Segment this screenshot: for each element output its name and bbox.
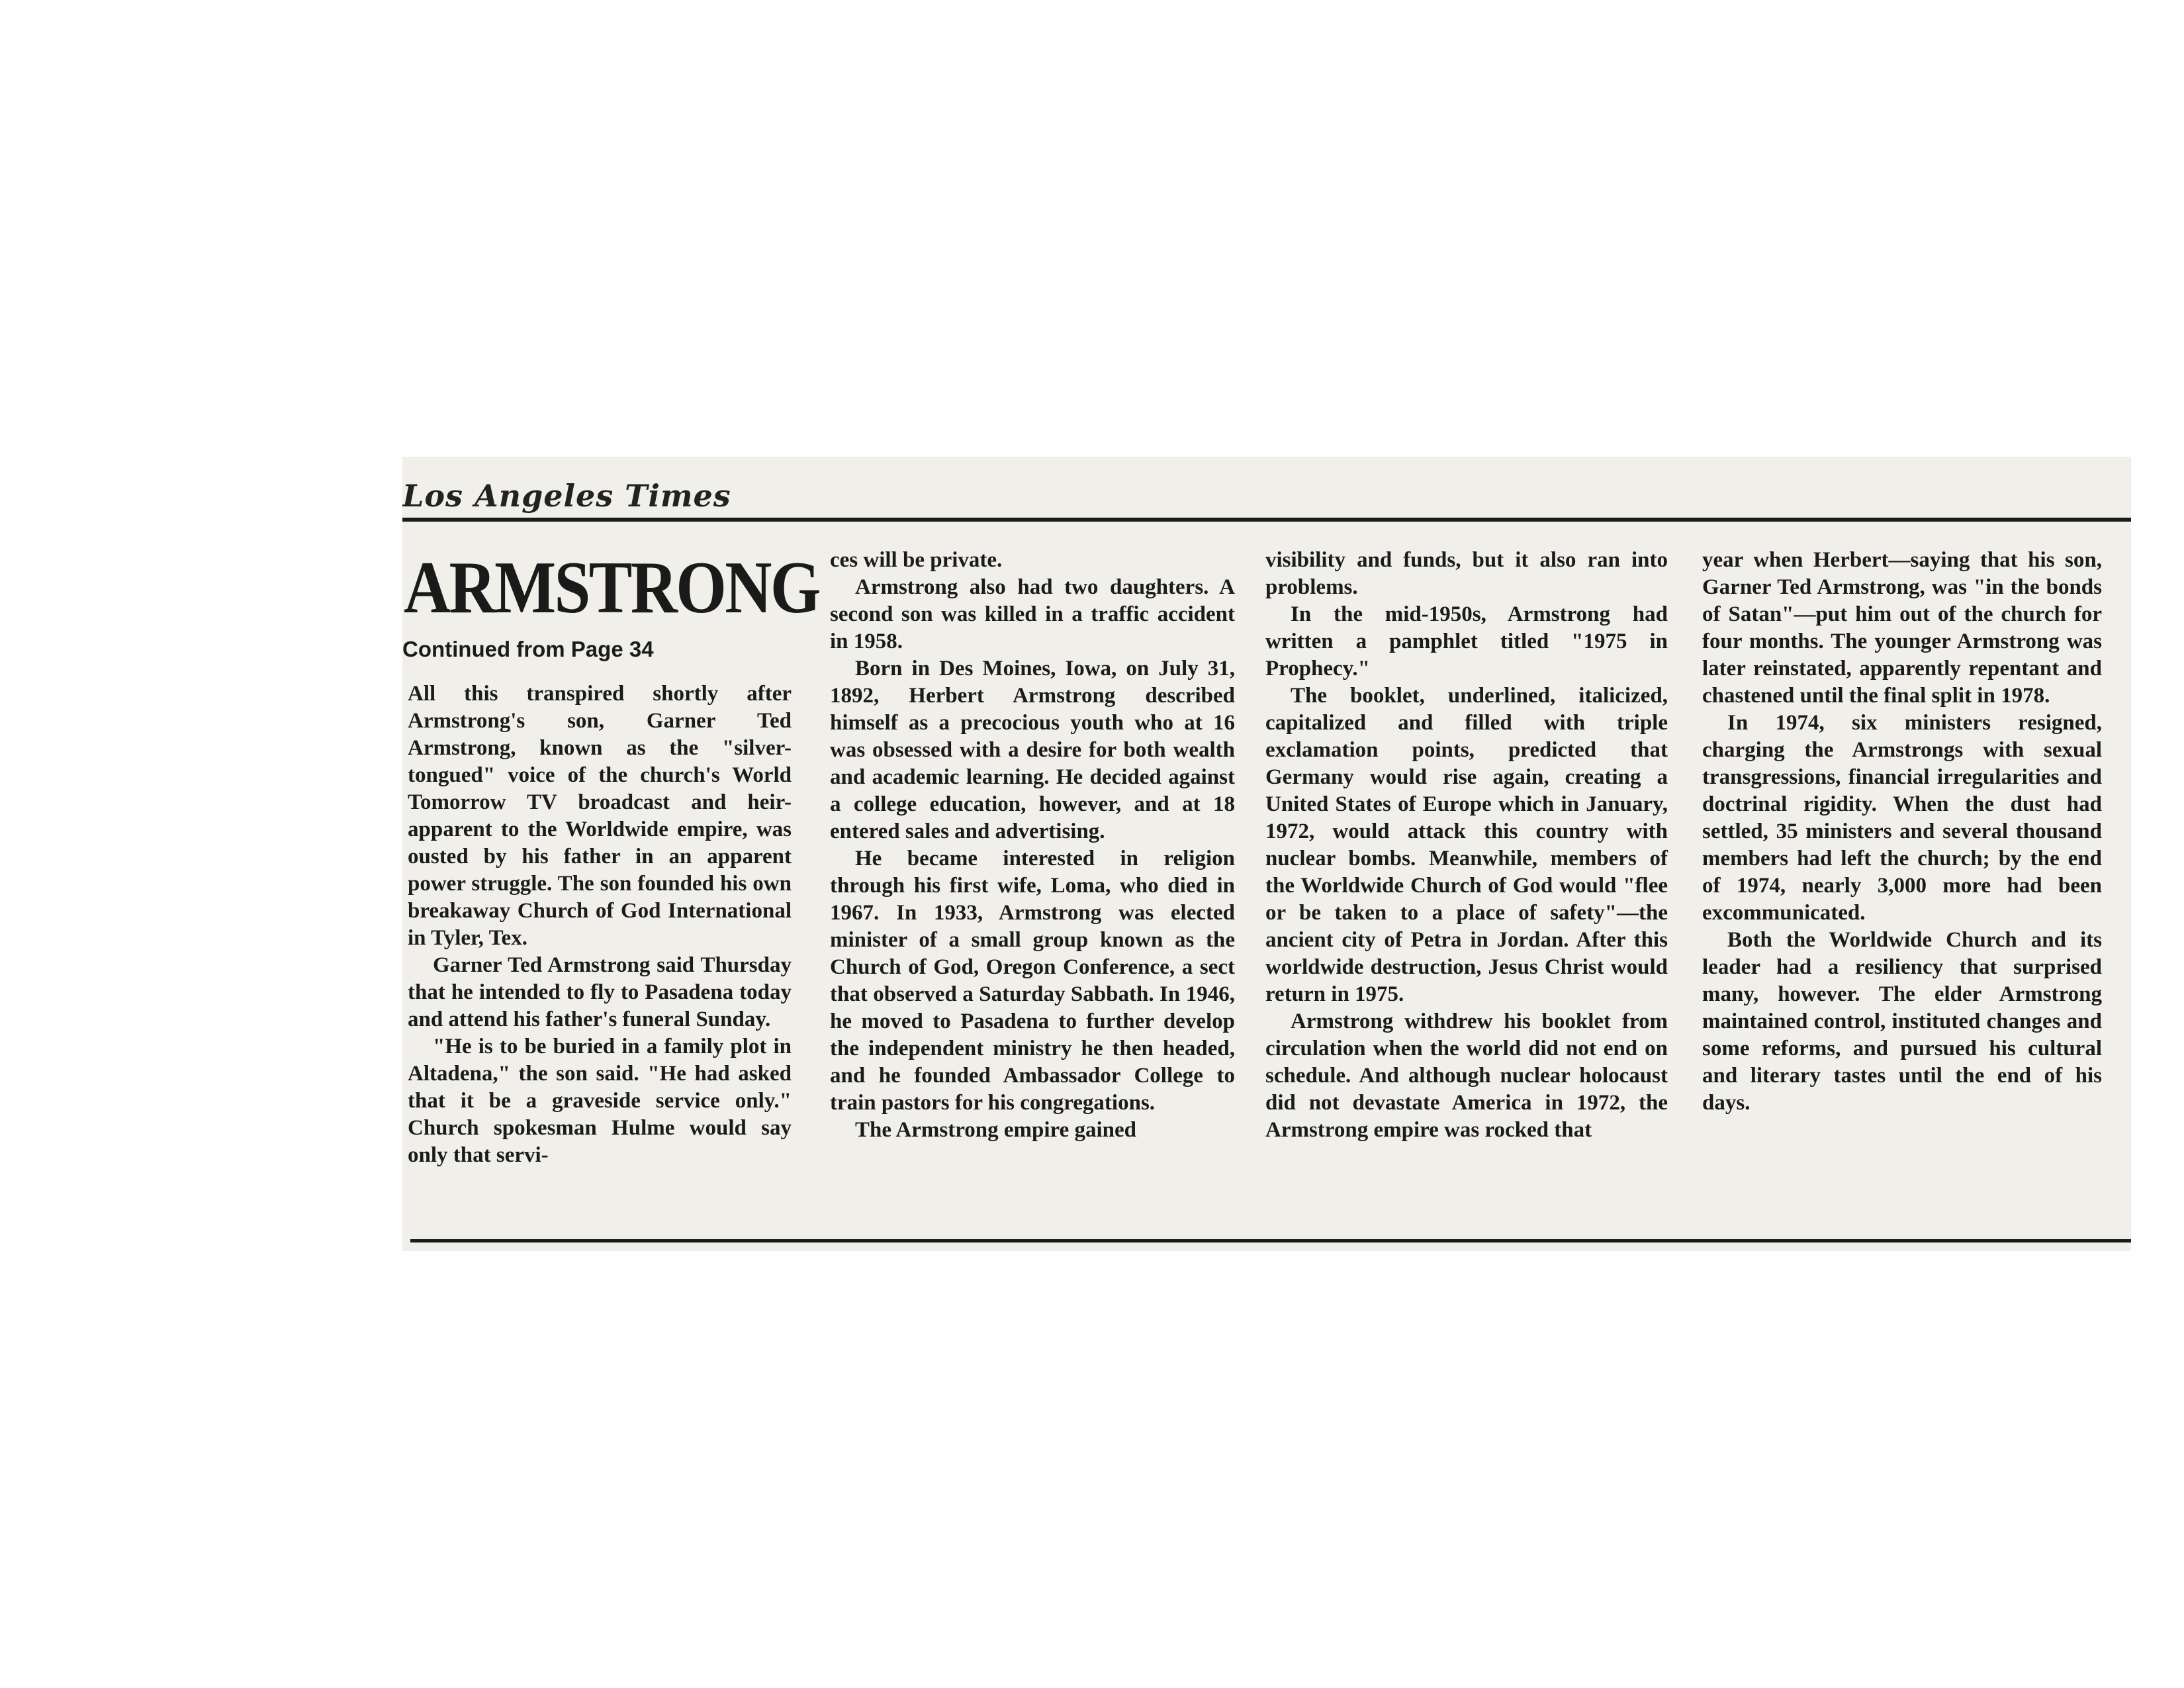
continued-line: Continued from Page 34	[402, 637, 654, 661]
col2-paragraph: ces will be private.	[830, 548, 1003, 572]
col3-paragraph: The booklet, underlined, italicized, capitalized and filled with triple exclamation points, predicted that Germany would rise again, creating a United States of Europe which in January, 1972, would attack this country with nuclear bombs. Meanwhile, members of the Worldwide Church of God would "flee or be taken to a place of safety"—the ancient city of Petra in Jordan. After this worldwide destruction, Jesus Christ would return in 1975.	[1265, 684, 1668, 1006]
col2-paragraph: Armstrong also had two daughters. A second son was killed in a traffic accident in 1958.	[830, 575, 1235, 653]
col4-paragraph: Both the Worldwide Church and its leader had a resiliency that surprised many, however. The elder Armstrong maintained control, instituted changes and some reforms, and pursued his cultural and literary tastes until the end of his days.	[1702, 928, 2102, 1115]
bottom-rule	[410, 1239, 2131, 1243]
column-4	[1702, 547, 2102, 1117]
col3-paragraph: visibility and funds, but it also ran into problems.	[1265, 548, 1668, 599]
col1-paragraph: Garner Ted Armstrong said Thursday that he intended to fly to Pasadena today and attend his father's funeral Sunday.	[408, 953, 792, 1031]
col3-paragraph: Armstrong withdrew his booklet from circulation when the world did not end on schedule. And although nuclear holocaust did not devastate America in 1972, the Armstrong empire was rocked that	[1265, 1009, 1668, 1142]
col4-paragraph: year when Herbert—saying that his son, Garner Ted Armstrong, was "in the bonds of Satan"—put him out of the church for four months. The younger Armstrong was later reinstated, apparently repentant and chastened until the final split in 1978.	[1702, 548, 2102, 708]
headline: ARMSTRONG	[404, 547, 819, 629]
col2-paragraph: Born in Des Moines, Iowa, on July 31, 1892, Herbert Armstrong described himself as a precocious youth who at 16 was obsessed with a desire for both wealth and academic learning. He decided against a college education, however, and at 18 entered sales and advertising.	[830, 657, 1235, 843]
column-3	[1265, 547, 1668, 1144]
col3-paragraph: In the mid-1950s, Armstrong had written a pamphlet titled "1975 in Prophecy."	[1265, 602, 1668, 680]
newspaper-clipping	[402, 457, 2131, 1251]
col4-paragraph: In 1974, six ministers resigned, charging the Armstrongs with sexual transgressions, financial irregularities and doctrinal rigidity. When the dust had settled, 35 ministers and several thousand members had left the church; by the end of 1974, nearly 3,000 more had been excommunicated.	[1702, 711, 2102, 925]
col2-paragraph: He became interested in religion through his first wife, Loma, who died in 1967. In 1933, Armstrong was elected minister of a small group known as the Church of God, Oregon Conference, a sect that observed a Saturday Sabbath. In 1946, he moved to Pasadena to further develop the independent ministry he then headed, and he founded Ambassador College to train pastors for his congregations.	[830, 847, 1235, 1115]
column-1	[408, 680, 792, 1169]
masthead: Los Angeles Times	[402, 478, 731, 514]
col1-paragraph: "He is to be buried in a family plot in Altadena," the son said. "He had asked that it be a graveside service only." Church spokesman Hulme would say only that servi-	[408, 1035, 792, 1167]
top-rule	[402, 518, 2131, 522]
col1-paragraph: All this transpired shortly after Armstrong's son, Garner Ted Armstrong, known as the "silver-tongued" voice of the church's World Tomorrow TV broadcast and heir-apparent to the Worldwide empire, was ousted by his father in an apparent power struggle. The son founded his own breakaway Church of God International in Tyler, Tex.	[408, 682, 792, 950]
column-2	[830, 547, 1235, 1144]
col2-paragraph: The Armstrong empire gained	[855, 1118, 1137, 1142]
